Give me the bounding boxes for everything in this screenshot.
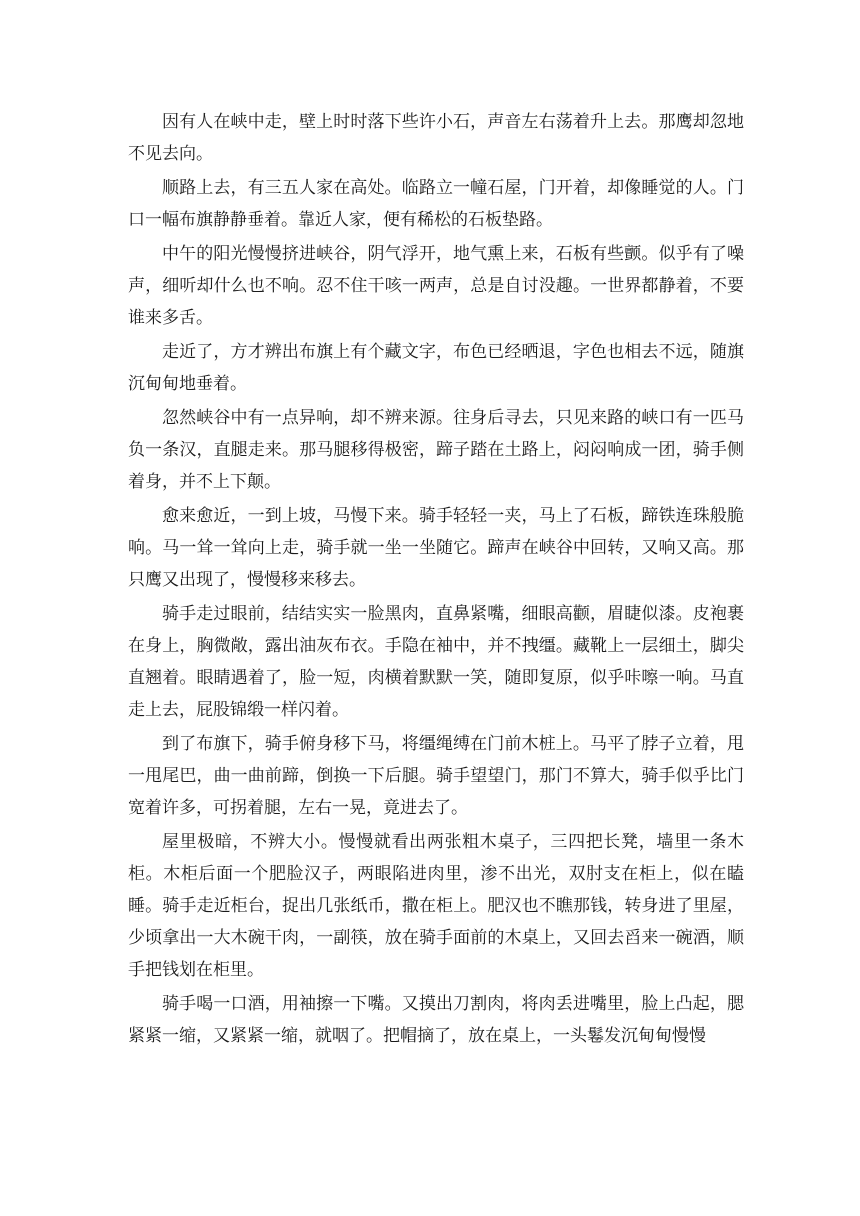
paragraph: 走近了，方才辨出布旗上有个藏文字，布色已经晒退，字色也相去不远，随旗沉甸甸地垂着。 <box>128 342 744 394</box>
paragraph: 骑手走过眼前，结结实实一脸黑肉，直鼻紧嘴，细眼高颧，眉睫似漆。皮袍裹在身上，胸微敞，露出油灰布衣。手隐在袖中，并不拽缰。藏靴上一层细土，脚尖直翘着。眼睛遇着了，脸一短，肉横着默默一笑，随即复原，似乎咔嚓一响。马直走上去，屁股锦缎一样闪着。 <box>128 604 744 720</box>
paragraph: 到了布旗下，骑手俯身移下马，将缰绳缚在门前木桩上。马平了脖子立着，甩一甩尾巴，曲一曲前蹄，倒换一下后腿。骑手望望门，那门不算大，骑手似乎比门宽着许多，可拐着腿，左右一晃，竟进去了。 <box>128 734 744 818</box>
paragraph: 屋里极暗，不辨大小。慢慢就看出两张粗木桌子，三四把长凳，墙里一条木柜。木柜后面一个肥脸汉子，两眼陷进肉里，渗不出光，双肘支在柜上，似在瞌睡。骑手走近柜台，捉出几张纸币，撒在柜上。肥汉也不瞧那钱，转身进了里屋，少顷拿出一大木碗干肉，一副筷，放在骑手面前的木桌上，又回去舀来一碗酒，顺手把钱划在柜里。 <box>128 832 744 980</box>
document-page <box>128 106 744 1054</box>
paragraph: 中午的阳光慢慢挤进峡谷，阴气浮开，地气熏上来，石板有些颤。似乎有了噪声，细听却什么也不响。忍不住干咳一两声，总是自讨没趣。一世界都静着，不要谁来多舌。 <box>128 244 744 328</box>
paragraph: 忽然峡谷中有一点异响，却不辨来源。往身后寻去，只见来路的峡口有一匹马负一条汉，直腿走来。那马腿移得极密，蹄子踏在土路上，闷闷响成一团，骑手侧着身，并不上下颠。 <box>128 408 744 492</box>
paragraph: 骑手喝一口酒，用袖擦一下嘴。又摸出刀割肉，将肉丢进嘴里，脸上凸起，腮紧紧一缩，又紧紧一缩，就咽了。把帽摘了，放在桌上，一头鬈发沉甸甸慢慢 <box>128 994 744 1046</box>
paragraph: 因有人在峡中走，壁上时时落下些许小石，声音左右荡着升上去。那鹰却忽地不见去向。 <box>128 112 744 164</box>
paragraph: 愈来愈近，一到上坡，马慢下来。骑手轻轻一夹，马上了石板，蹄铁连珠般脆响。马一耸一耸向上走，骑手就一坐一坐随它。蹄声在峡谷中回转，又响又高。那只鹰又出现了，慢慢移来移去。 <box>128 506 744 590</box>
paragraph: 顺路上去，有三五人家在高处。临路立一幢石屋，门开着，却像睡觉的人。门口一幅布旗静静垂着。靠近人家，便有稀松的石板垫路。 <box>128 178 744 230</box>
